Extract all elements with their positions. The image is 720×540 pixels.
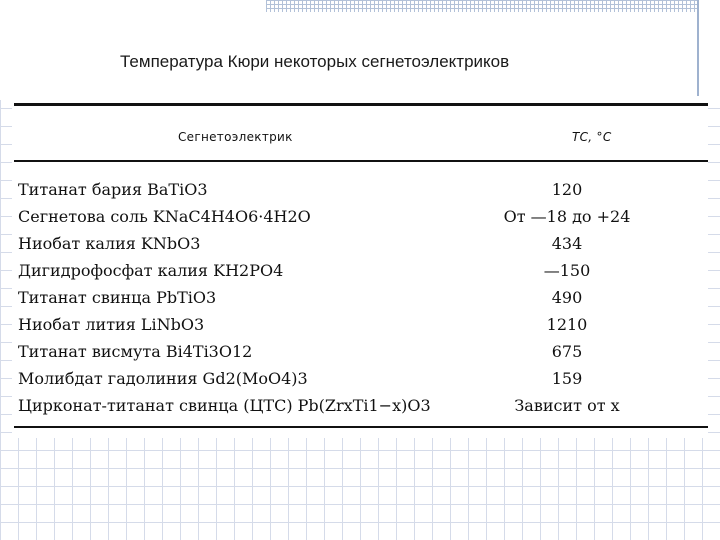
table-row <box>18 365 708 392</box>
table-row <box>18 230 708 257</box>
table-row <box>18 311 708 338</box>
slide-header <box>0 0 720 100</box>
curie-temperature: 434 <box>551 234 583 253</box>
table-row <box>18 392 708 419</box>
table-row <box>18 284 708 311</box>
material-name: Титанат свинца PbTiO3 <box>18 288 217 307</box>
material-name: Титанат висмута Bi4Ti3O12 <box>18 342 253 361</box>
table-row <box>18 257 708 284</box>
table-row <box>18 203 708 230</box>
curie-temperature: 675 <box>551 342 583 361</box>
slide-title: Температура Кюри некоторых сегнетоэлектриков <box>120 52 510 71</box>
header-material: Сегнетоэлектрик <box>178 130 293 144</box>
material-name: Титанат бария BaTiO3 <box>18 180 208 199</box>
decorative-line <box>697 0 699 96</box>
curie-temperature: Зависит от x <box>514 396 620 415</box>
curie-temperature: 490 <box>551 288 583 307</box>
material-name: Молибдат гадолиния Gd2(MoO4)3 <box>18 369 308 388</box>
header-curie-temperature: TC, °C <box>572 130 612 144</box>
table-row <box>18 338 708 365</box>
table-top-rule <box>14 103 708 106</box>
table-bottom-rule <box>14 426 708 428</box>
material-name: Ниобат лития LiNbO3 <box>18 315 205 334</box>
material-name: Дигидрофосфат калия KH2PO4 <box>18 261 284 280</box>
material-name: Ниобат калия KNbO3 <box>18 234 201 253</box>
decorative-pattern <box>266 0 698 12</box>
curie-temperature: 120 <box>551 180 583 199</box>
material-name: Цирконат-титанат свинца (ЦТС) Pb(ZrxTi1−x)O3 <box>18 396 431 415</box>
curie-temperature: От —18 до +24 <box>503 207 631 226</box>
curie-temperature: 1210 <box>546 315 588 334</box>
curie-temperature: 159 <box>551 369 583 388</box>
table-header-rule <box>14 160 708 162</box>
curie-temperature-table <box>12 96 708 438</box>
table-row <box>18 176 708 203</box>
curie-temperature: —150 <box>543 261 591 280</box>
material-name: Сегнетова соль KNaC4H4O6·4H2O <box>18 207 311 226</box>
